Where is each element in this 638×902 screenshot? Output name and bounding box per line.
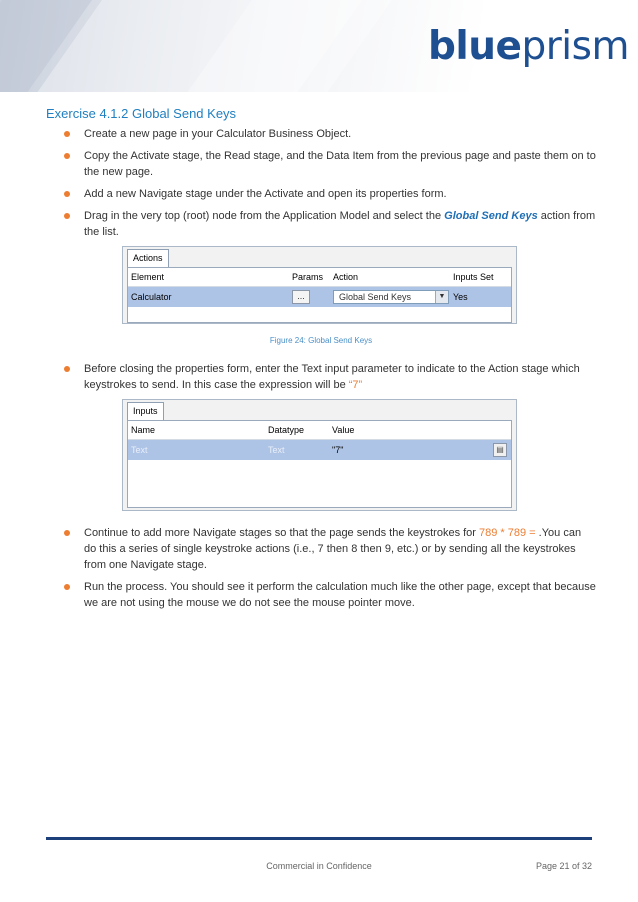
- tab-actions[interactable]: Actions: [127, 249, 169, 267]
- list-item: Before closing the properties form, enter the Text input parameter to indicate to the Action stage which keystrokes to send. In this case the expression will be “7”: [46, 361, 596, 393]
- table-row[interactable]: [128, 287, 511, 307]
- column-action: Action: [333, 272, 359, 282]
- column-inputs-set: Inputs Set: [453, 272, 494, 282]
- list-item: Drag in the very top (root) node from the Application Model and select the Global Send Keys action from the list.: [46, 208, 596, 240]
- bullet-icon: [64, 131, 70, 137]
- bullet-icon: [64, 153, 70, 159]
- list-item: Run the process. You should see it perform the calculation much like the other page, except that because we are not using the mouse we do not see the mouse pointer move.: [46, 579, 596, 611]
- instruction-list-bottom: [46, 525, 596, 611]
- bullet-icon: [64, 366, 70, 372]
- inputs-grid: [127, 420, 512, 508]
- page-number: Page 21 of 32: [535, 861, 592, 871]
- list-item: Copy the Activate stage, the Read stage, and the Data Item from the previous page and paste them on to the new page.: [46, 148, 596, 180]
- exercise-title: Exercise 4.1.2 Global Send Keys: [46, 106, 237, 121]
- column-element: Element: [131, 272, 165, 282]
- footer-confidentiality: Commercial in Confidence: [266, 861, 372, 871]
- figure-caption: Figure 24: Global Send Keys: [269, 336, 373, 345]
- inputs-grid-header: [128, 421, 511, 440]
- actions-grid: [127, 267, 512, 323]
- expression-editor-icon[interactable]: ▤: [493, 443, 507, 457]
- header-banner: [0, 0, 638, 92]
- action-dropdown[interactable]: Global Send Keys ▼: [333, 290, 449, 304]
- inputs-panel: [122, 399, 517, 511]
- blueprism-logo: blueprism: [428, 24, 629, 69]
- table-row[interactable]: [128, 440, 511, 460]
- column-value: Value: [332, 425, 355, 435]
- name-cell: Text: [131, 445, 148, 455]
- bullet-icon: [64, 213, 70, 219]
- column-name: Name: [131, 425, 156, 435]
- params-cell: [289, 290, 330, 304]
- actions-grid-header: [128, 268, 511, 287]
- bullet-icon: [64, 191, 70, 197]
- column-params: Params: [292, 272, 324, 282]
- list-item: Continue to add more Navigate stages so that the page sends the keystrokes for 789 * 789 = .You can do this a series of single keystroke actions (i.e., 7 then 8 then 9, etc.) or by sending all the keystrokes from one Navigate stage.: [46, 525, 596, 573]
- list-item: Add a new Navigate stage under the Activate and open its properties form.: [46, 186, 596, 202]
- actions-panel: [122, 246, 517, 324]
- list-item: Create a new page in your Calculator Business Object.: [46, 126, 596, 142]
- chevron-down-icon[interactable]: ▼: [435, 291, 448, 303]
- column-datatype: Datatype: [268, 425, 305, 435]
- bullet-icon: [64, 530, 70, 536]
- instruction-list-mid: [46, 361, 596, 393]
- tab-inputs[interactable]: Inputs: [127, 402, 164, 420]
- value-cell[interactable]: "7": [332, 445, 344, 455]
- instruction-list-top: [46, 126, 596, 240]
- footer-divider: [46, 837, 592, 840]
- params-button[interactable]: ...: [292, 290, 310, 304]
- action-cell: [330, 290, 450, 304]
- page-content: [46, 106, 596, 617]
- bullet-icon: [64, 584, 70, 590]
- inputs-set-cell: Yes: [453, 292, 468, 302]
- datatype-cell: Text: [268, 445, 285, 455]
- element-cell[interactable]: Calculator: [131, 292, 172, 302]
